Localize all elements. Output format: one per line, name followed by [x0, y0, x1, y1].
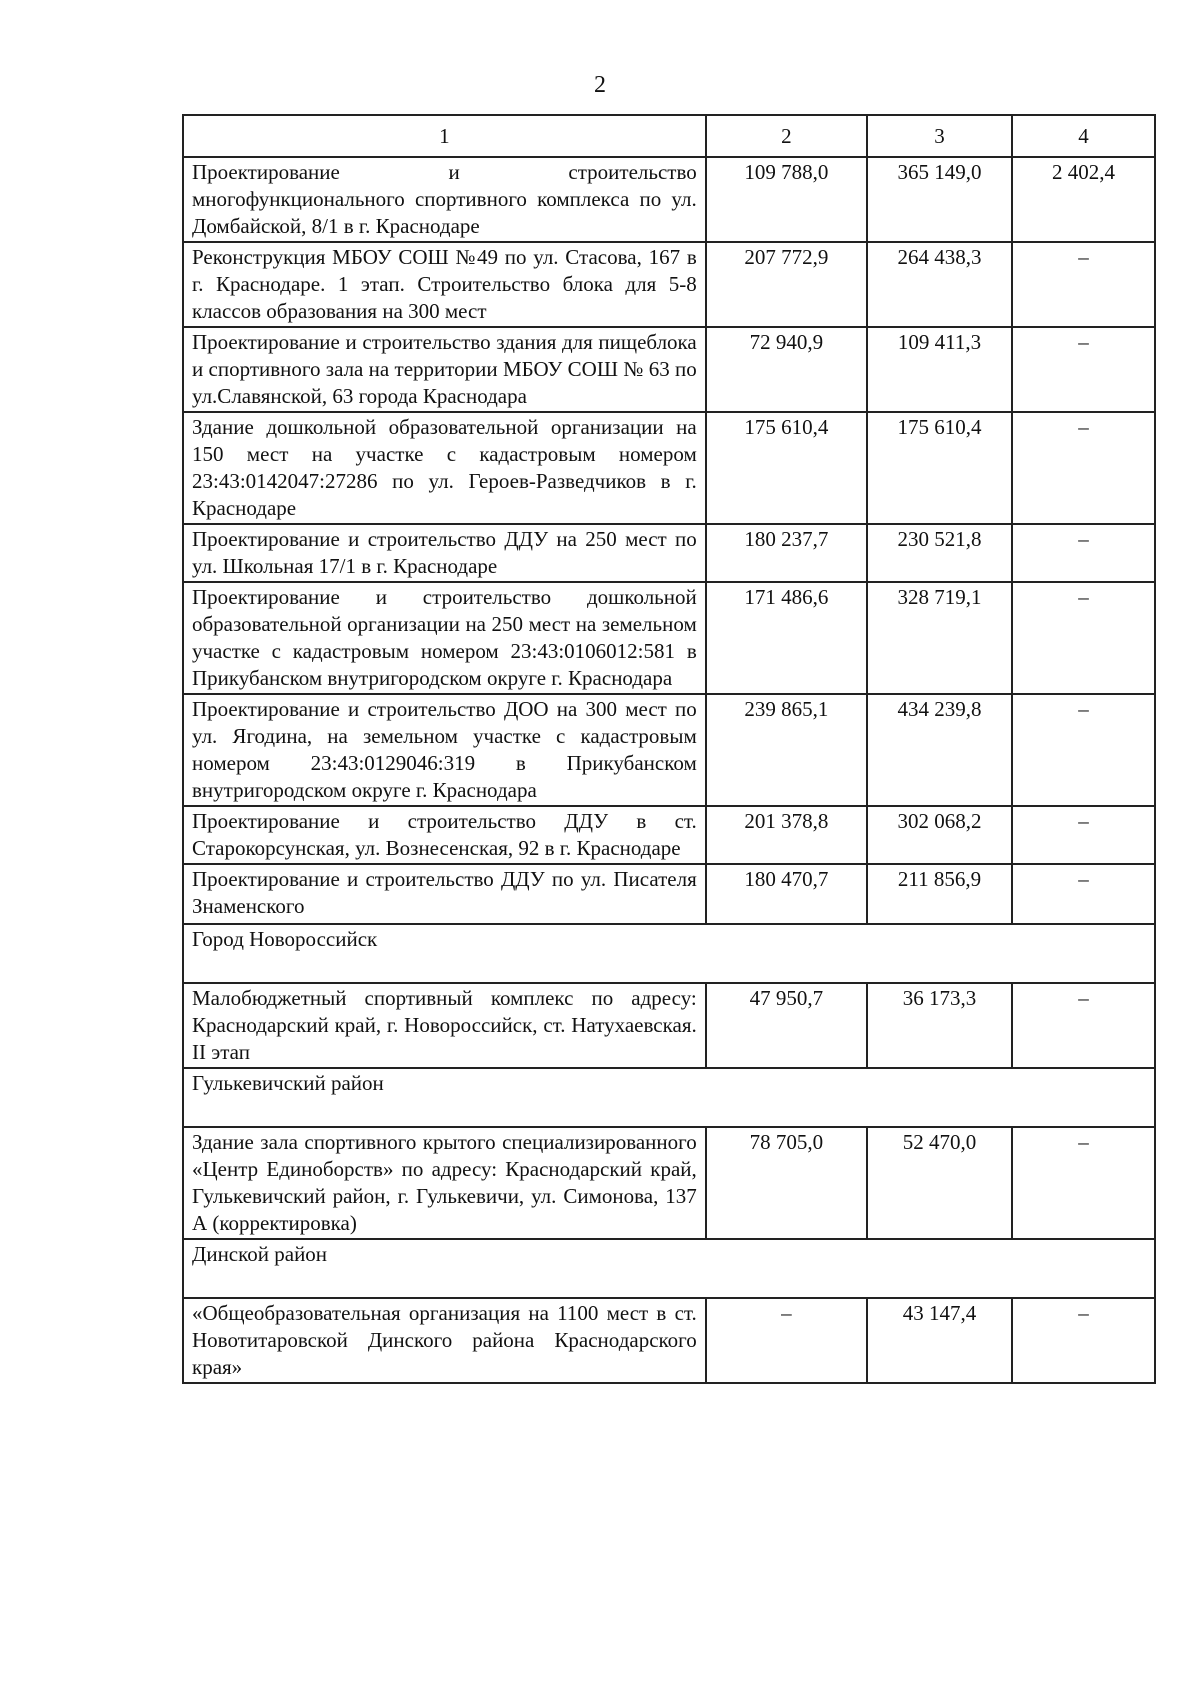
table-row [183, 1127, 1155, 1239]
value-col-4: – [1012, 864, 1155, 924]
table-row [183, 694, 1155, 806]
column-header-4: 4 [1012, 115, 1155, 157]
value-col-3: 302 068,2 [867, 806, 1012, 864]
value-col-4: – [1012, 412, 1155, 524]
object-name: Проектирование и строительство ДДУ в ст. Старокорсунская, ул. Вознесенская, 92 в г. Краснодаре [183, 806, 706, 864]
object-name: Реконструкция МБОУ СОШ №49 по ул. Стасова, 167 в г. Краснодаре. 1 этап. Строительство блока для 5-8 классов образования на 300 мест [183, 242, 706, 327]
value-col-3: 328 719,1 [867, 582, 1012, 694]
section-heading-novorossiysk: Город Новороссийск [183, 924, 1155, 983]
value-col-2: 180 470,7 [706, 864, 867, 924]
value-col-4: – [1012, 582, 1155, 694]
value-col-3: 230 521,8 [867, 524, 1012, 582]
value-col-4: – [1012, 327, 1155, 412]
table-row [183, 983, 1155, 1068]
section-row [183, 1068, 1155, 1127]
objects-table [182, 114, 1156, 1384]
value-col-2: 201 378,8 [706, 806, 867, 864]
value-col-2: 72 940,9 [706, 327, 867, 412]
object-name: Здание дошкольной образовательной организации на 150 мест на участке с кадастровым номером 23:43:0142047:27286 по ул. Героев-Разведчиков в г. Краснодаре [183, 412, 706, 524]
value-col-2: 239 865,1 [706, 694, 867, 806]
value-col-3: 109 411,3 [867, 327, 1012, 412]
object-name: Малобюджетный спортивный комплекс по адресу: Краснодарский край, г. Новороссийск, ст. Натухаевская. II этап [183, 983, 706, 1068]
table-row [183, 157, 1155, 242]
value-col-2: 78 705,0 [706, 1127, 867, 1239]
object-name: Проектирование и строительство ДДУ по ул. Писателя Знаменского [183, 864, 706, 924]
value-col-2: – [706, 1298, 867, 1383]
table-row [183, 806, 1155, 864]
value-col-3: 264 438,3 [867, 242, 1012, 327]
value-col-3: 365 149,0 [867, 157, 1012, 242]
value-col-4: – [1012, 806, 1155, 864]
value-col-4: – [1012, 1298, 1155, 1383]
value-col-2: 175 610,4 [706, 412, 867, 524]
object-name: Здание зала спортивного крытого специализированного «Центр Единоборств» по адресу: Краснодарский край, Гулькевичский район, г. Гулькевичи, ул. Симонова, 137 А (корректировка) [183, 1127, 706, 1239]
table-row [183, 864, 1155, 924]
column-header-2: 2 [706, 115, 867, 157]
column-header-1: 1 [183, 115, 706, 157]
value-col-2: 47 950,7 [706, 983, 867, 1068]
table-row [183, 582, 1155, 694]
value-col-3: 36 173,3 [867, 983, 1012, 1068]
value-col-3: 211 856,9 [867, 864, 1012, 924]
object-name: Проектирование и строительство ДОО на 300 мест по ул. Ягодина, на земельном участке с кадастровым номером 23:43:0129046:319 в Прикубанском внутригородском округе г. Краснодара [183, 694, 706, 806]
object-name: Проектирование и строительство дошкольной образовательной организации на 250 мест на земельном участке с кадастровым номером 23:43:0106012:581 в Прикубанском внутригородском округе г. Краснодара [183, 582, 706, 694]
object-name: Проектирование и строительство здания для пищеблока и спортивного зала на территории МБОУ СОШ № 63 по ул.Славянской, 63 города Краснодара [183, 327, 706, 412]
value-col-2: 207 772,9 [706, 242, 867, 327]
table-row [183, 327, 1155, 412]
section-heading-gulkevichi: Гулькевичский район [183, 1068, 1155, 1127]
column-header-3: 3 [867, 115, 1012, 157]
value-col-4: – [1012, 983, 1155, 1068]
value-col-4: 2 402,4 [1012, 157, 1155, 242]
object-name: Проектирование и строительство многофункционального спортивного комплекса по ул. Домбайской, 8/1 в г. Краснодаре [183, 157, 706, 242]
value-col-3: 434 239,8 [867, 694, 1012, 806]
value-col-4: – [1012, 1127, 1155, 1239]
page-number: 2 [594, 72, 606, 98]
value-col-3: 175 610,4 [867, 412, 1012, 524]
column-number-row [183, 115, 1155, 157]
value-col-2: 180 237,7 [706, 524, 867, 582]
value-col-2: 109 788,0 [706, 157, 867, 242]
section-row [183, 1239, 1155, 1298]
table-row [183, 412, 1155, 524]
object-name: Проектирование и строительство ДДУ на 250 мест по ул. Школьная 17/1 в г. Краснодаре [183, 524, 706, 582]
value-col-3: 52 470,0 [867, 1127, 1012, 1239]
section-heading-dinskoy: Динской район [183, 1239, 1155, 1298]
object-name: «Общеобразовательная организация на 1100 мест в ст. Новотитаровской Динского района Краснодарского края» [183, 1298, 706, 1383]
value-col-3: 43 147,4 [867, 1298, 1012, 1383]
value-col-4: – [1012, 524, 1155, 582]
table-row [183, 1298, 1155, 1383]
table-row [183, 524, 1155, 582]
value-col-4: – [1012, 242, 1155, 327]
section-row [183, 924, 1155, 983]
value-col-4: – [1012, 694, 1155, 806]
table-row [183, 242, 1155, 327]
value-col-2: 171 486,6 [706, 582, 867, 694]
